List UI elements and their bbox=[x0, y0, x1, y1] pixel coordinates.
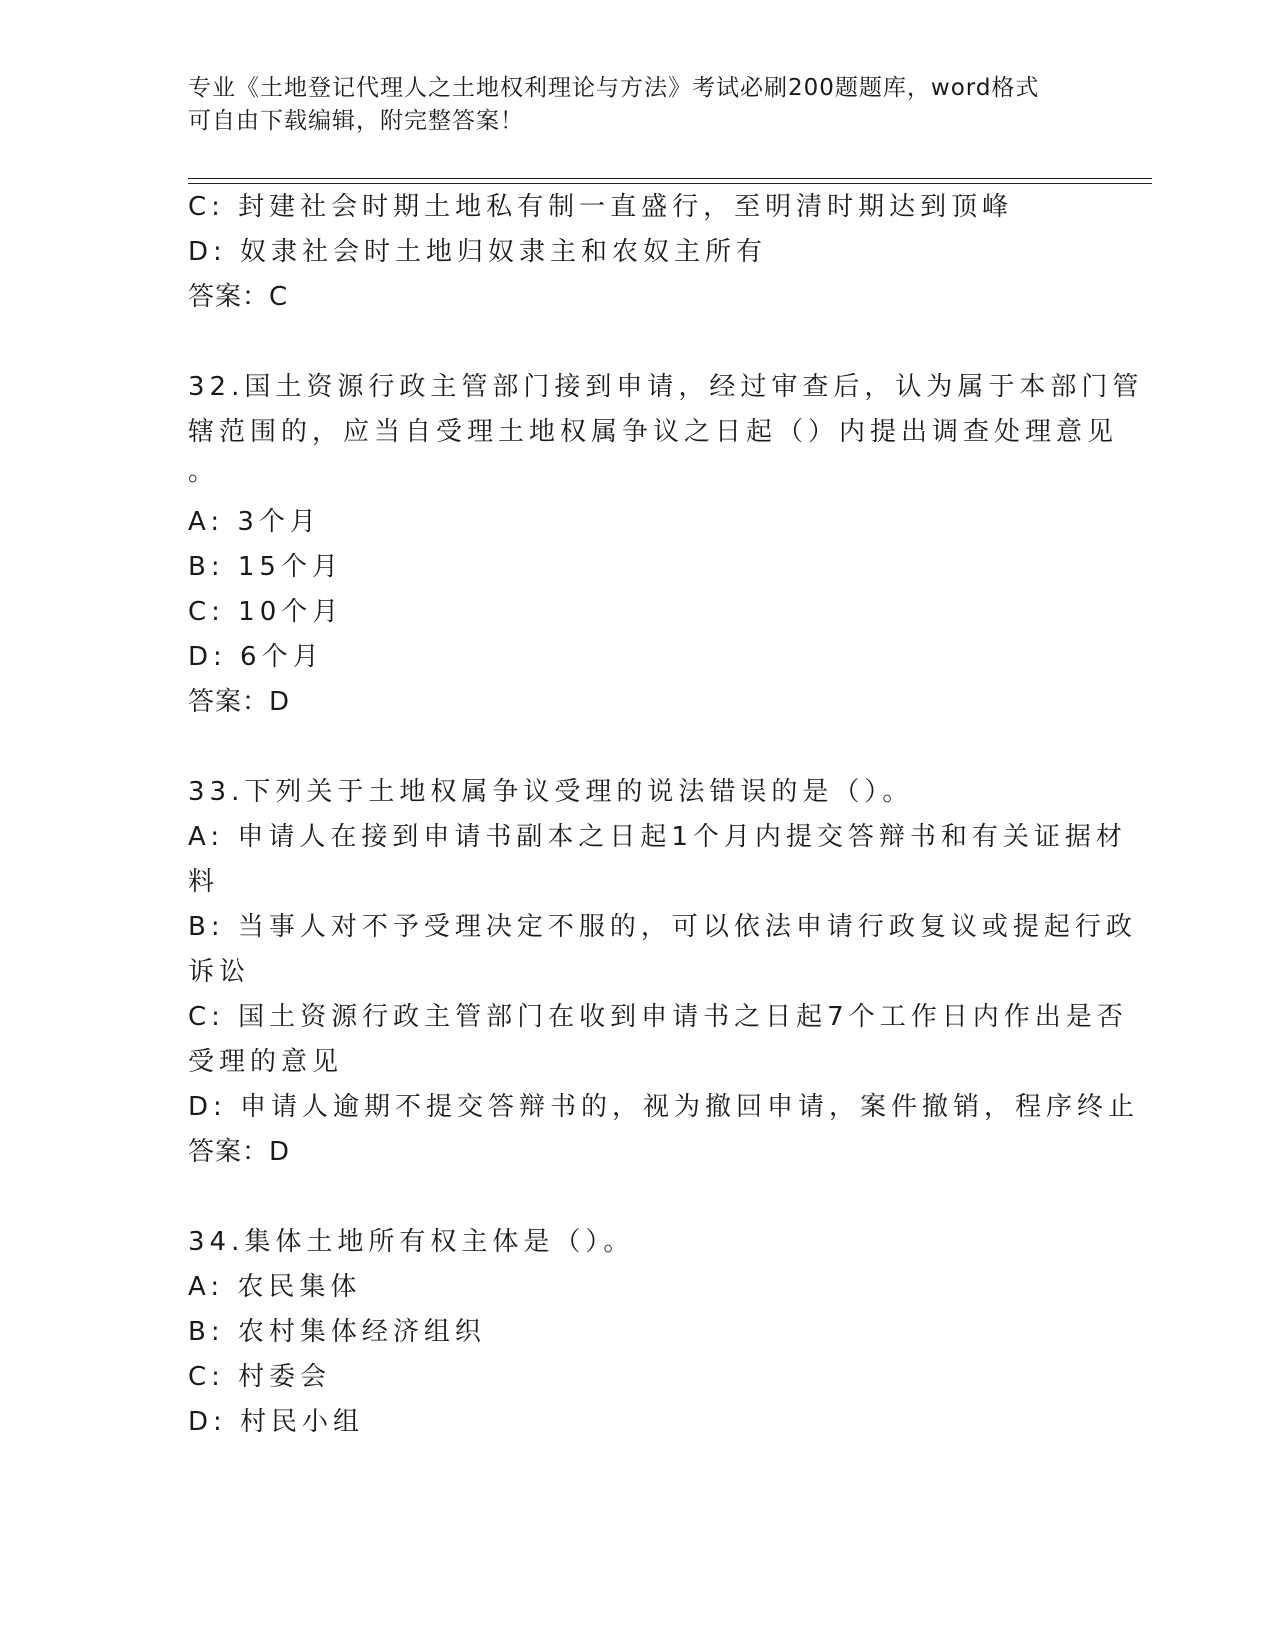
q32-answer: 答案：D bbox=[188, 687, 291, 717]
q32-stem-line-3: 。 bbox=[188, 457, 220, 487]
q33-option-d: D: 申请人逾期不提交答辩书的，视为撤回申请，案件撤销，程序终止 bbox=[188, 1092, 1140, 1122]
q32-option-b: B: 15个月 bbox=[188, 552, 343, 582]
prev-option-d: D: 奴隶社会时土地归奴隶主和农奴主所有 bbox=[188, 237, 768, 267]
q33-option-c-line-2: 受理的意见 bbox=[188, 1047, 344, 1077]
q32-option-a: A: 3个月 bbox=[188, 507, 321, 537]
q32-stem-line-1: 32.国土资源行政主管部门接到申请，经过审查后，认为属于本部门管 bbox=[188, 372, 1144, 402]
q34-option-a: A: 农民集体 bbox=[188, 1272, 362, 1302]
header-line-1: 专业《土地登记代理人之土地权利理论与方法》考试必刷200题题库，word格式 bbox=[188, 75, 1040, 101]
q33-option-b-line-1: B: 当事人对不予受理决定不服的，可以依法申请行政复议或提起行政 bbox=[188, 912, 1137, 942]
header-divider-bottom bbox=[188, 183, 1152, 184]
header-line-2: 可自由下载编辑，附完整答案！ bbox=[188, 108, 524, 134]
q32-stem-line-2: 辖范围的，应当自受理土地权属争议之日起（）内提出调查处理意见 bbox=[188, 417, 1119, 447]
q33-stem: 33.下列关于土地权属争议受理的说法错误的是（）。 bbox=[188, 777, 914, 807]
q33-option-a-line-2: 料 bbox=[188, 867, 220, 897]
header-divider-top bbox=[188, 178, 1152, 179]
prev-answer: 答案：C bbox=[188, 282, 289, 312]
document-header bbox=[188, 72, 1088, 138]
q34-option-b: B: 农村集体经济组织 bbox=[188, 1317, 486, 1347]
q34-stem: 34.集体土地所有权主体是（）。 bbox=[188, 1227, 635, 1257]
q33-option-c-line-1: C: 国土资源行政主管部门在收到申请书之日起7个工作日内作出是否 bbox=[188, 1002, 1128, 1032]
q34-option-d: D: 村民小组 bbox=[188, 1407, 365, 1437]
q33-option-b-line-2: 诉讼 bbox=[188, 957, 251, 987]
q32-option-d: D: 6个月 bbox=[188, 642, 324, 672]
q34-option-c: C: 村委会 bbox=[188, 1362, 332, 1392]
prev-option-c: C: 封建社会时期土地私有制一直盛行，至明清时期达到顶峰 bbox=[188, 192, 1014, 222]
q33-answer: 答案：D bbox=[188, 1137, 291, 1167]
q33-option-a-line-1: A: 申请人在接到申请书副本之日起1个月内提交答辩书和有关证据材 bbox=[188, 822, 1127, 852]
q32-option-c: C: 10个月 bbox=[188, 597, 344, 627]
